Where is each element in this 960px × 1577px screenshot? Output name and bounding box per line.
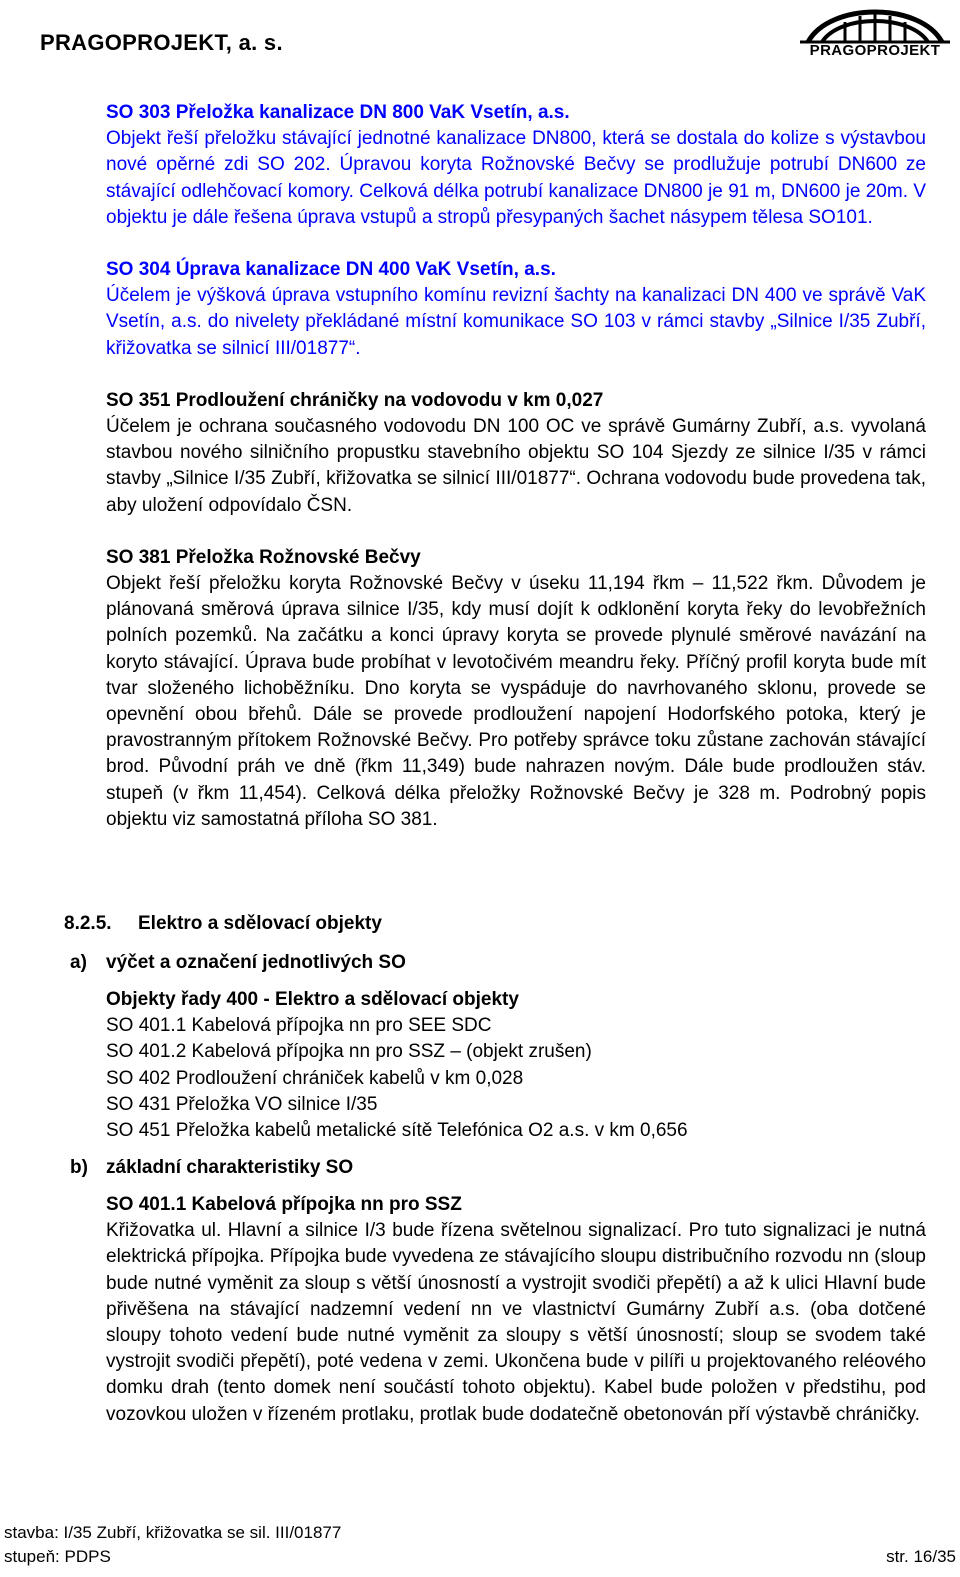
- subsection-title: základní charakteristiky SO: [106, 1157, 354, 1178]
- so-list-block: [106, 987, 926, 1144]
- chapter-heading: [64, 911, 382, 937]
- section-title: SO 401.1 Kabelová přípojka nn pro SSZ: [106, 1194, 462, 1215]
- section-title: SO 381 Přeložka Rožnovské Bečvy: [106, 546, 421, 568]
- company-name: PRAGOPROJEKT, a. s.: [40, 30, 283, 55]
- section-title: SO 304 Úprava kanalizace DN 400 VaK Vsetín, a.s.: [106, 259, 556, 281]
- section-so381: [106, 545, 926, 833]
- page-number: str. 16/35: [886, 1547, 956, 1566]
- section-so4011: [106, 1192, 926, 1428]
- subsection-label: b): [70, 1157, 88, 1178]
- list-item: SO 451 Přeložka kabelů metalické sítě Telefónica O2 a.s. v km 0,656: [106, 1120, 688, 1142]
- subsection-label: a): [70, 952, 87, 973]
- section-text: Křižovatka ul. Hlavní a silnice I/3 bude řízena světelnou signalizací. Pro tuto signalizaci je nutná elektrická přípojka. Přípojka bude vyvedena ze stávajícího sloupu distribučního rozvodu nn (sloup bude nutné vyměnit za sloup s větší únosností a vystrojit svodiči přepětí) a až k ulici Hlavní bude přivěšena na stávající nadzemní vedení nn ve vlastnictví Gumárny Zubří a.s. (oba dotčené sloupy tohoto vedení bude nutné vyměnit za sloupy s větší únosností; sloup se svodem také vystrojit svodiči přepětí), poté vedena v zemi. Ukončena bude v pilíři u projektovaného reléového domku drah (tento domek není součástí tohoto objektu). Kabel bude položen v předstihu, pod vozovkou uložen v řízeném protlaku, protlak bude dodatečně obetonován pří výstavbě chráničky.: [106, 1220, 926, 1425]
- section-text: Objekt řeší přeložku stávající jednotné kanalizace DN800, která se dostala do kolize s výstavbou nové opěrné zdi SO 202. Úpravou koryta Rožnovské Bečvy se prodlužuje potrubí DN600 ze stávající odlehčovací komory. Celková délka potrubí kanalizace DN800 je 91 m, DN600 je 20m. V objektu je dále řešena úprava vstupů a stropů přesypaných šachet násypem tělesa SO101.: [106, 128, 926, 228]
- section-so304: [106, 257, 926, 362]
- section-title: SO 303 Přeložka kanalizace DN 800 VaK Vsetín, a.s.: [106, 102, 570, 123]
- company-logo: [800, 2, 950, 64]
- section-text: Objekt řeší přeložku koryta Rožnovské Bečvy v úseku 11,194 řkm – 11,522 řkm. Důvodem je plánovaná směrová úprava silnice I/35, kdy musí dojít k odklonění koryta řeky do levobřežních polních pozemků. Na začátku a konci úpravy koryta se provede plynulé směrové navázání na koryto stávající. Úprava bude probíhat v levotočivém meandru řeky. Příčný profil koryta bude mít tvar složeného lichoběžníku. Dno koryta se vyspáduje do navrhovaného sklonu, provede se opevnění obou břehů. Dále se provede prodloužení napojení Hodorfského potoka, který je pravostranným přítokem Rožnovské Bečvy. Pro potřeby správce toku zůstane zachován stávající brod. Původní práh ve dně (řkm 11,349) bude nahrazen novým. Dále bude prodloužen stáv. stupeň (v řkm 11,454). Celková délka přeložky Rožnovské Bečvy je 328 m. Podrobný popis objektu viz samostatná příloha SO 381.: [106, 573, 926, 830]
- section-text: Účelem je výšková úprava vstupního komínu revizní šachty na kanalizaci DN 400 ve správě VaK Vsetín, a.s. do nivelety překládané místní komunikace SO 103 v rámci stavby „Silnice I/35 Zubří, křižovatka se silnicí III/01877“.: [106, 285, 926, 359]
- footer-stupen: stupeň: PDPS: [4, 1547, 111, 1566]
- bridge-arc-logo-icon: [800, 2, 950, 44]
- section-so303: [106, 100, 926, 231]
- chapter-title: Elektro a sdělovací objekty: [138, 913, 382, 934]
- list-item: SO 402 Prodloužení chrániček kabelů v km 0,028: [106, 1067, 524, 1089]
- list-item: SO 401.1 Kabelová přípojka nn pro SEE SDC: [106, 1015, 492, 1037]
- list-item: SO 431 Přeložka VO silnice I/35: [106, 1093, 378, 1115]
- list-item: SO 401.2 Kabelová přípojka nn pro SSZ – (objekt zrušen): [106, 1041, 592, 1063]
- subsection-a-heading: [70, 950, 406, 976]
- group-title: Objekty řady 400 - Elektro a sdělovací objekty: [106, 989, 519, 1010]
- section-so351: [106, 388, 926, 519]
- section-text: Účelem je ochrana současného vodovodu DN 100 OC ve správě Gumárny Zubří, a.s. vyvolaná stavbou nového silničního propustku stavebního objektu SO 104 Sjezdy ze silnice I/35 v rámci stavby „Silnice I/35 Zubří, křižovatka se silnicí III/01877“. Ochrana vodovodu bude provedena tak, aby uložení odpovídalo ČSN.: [106, 416, 926, 516]
- footer-stavba: stavba: I/35 Zubří, křižovatka se sil. III/01877: [4, 1523, 342, 1542]
- logo-text: PRAGOPROJEKT: [809, 42, 941, 59]
- section-title: SO 351 Prodloužení chráničky na vodovodu v km 0,027: [106, 389, 604, 411]
- subsection-title: výčet a označení jednotlivých SO: [106, 952, 406, 973]
- subsection-b-heading: [70, 1155, 353, 1181]
- chapter-number: 8.2.5.: [64, 913, 112, 934]
- main-content: [106, 100, 926, 833]
